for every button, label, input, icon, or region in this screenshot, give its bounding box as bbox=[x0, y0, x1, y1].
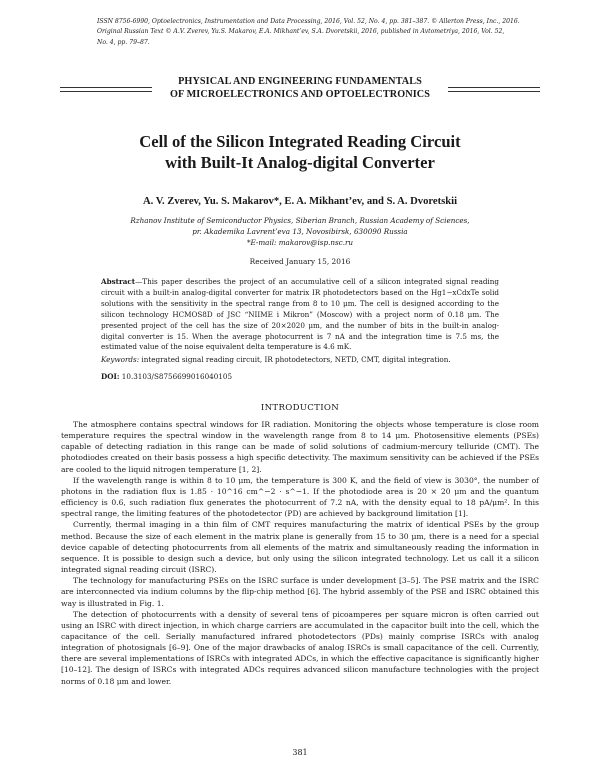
section-line: OF MICROELECTRONICS AND OPTOELECTRONICS bbox=[169, 89, 431, 100]
section-heading bbox=[60, 73, 540, 109]
section-title-introduction: INTRODUCTION bbox=[260, 403, 340, 413]
abstract-text: —This paper describes the project of an accumulative cell of a silicon integrated signal reading circuit with a built-in analog-digital converter for matrix IR photodetectors based on the Hg1−xCdxTe solid solutions with the sensitivity in the spectral range from 8 to 10 μm. The cell is designed according to the silicon technology HCMOS8D of JSC “NIIME i Mikron” (Moscow) with a project norm of 0.18 μm. The presented project of the cell has the size of 20×2020 μm, and the number of bits in the built-in analog-digital converter is 15. When the average photocurrent is 7 nA and the integration time is 7.5 ms, the estimated value of the noise equivalent delta temperature is 4.6 mK. bbox=[101, 277, 499, 352]
paragraph: If the wavelength range is within 8 to 10 μm, the temperature is 300 K, and the field of view is 3030°, the number of photons in the radiation flux is 1.85 · 10^16 cm^−2 · s^−1. If the photodiode area is 20 × 20 μm and the quantum efficiency is 0.6, such radiation flux generates the photocurrent of 7.2 nA, with the density equal to 18 pA/μm². In this spectral range, the limiting features of the photodetector (PD) are achieved by background limitation [1]. bbox=[61, 475, 539, 519]
abstract bbox=[101, 277, 499, 353]
body-text bbox=[61, 419, 539, 687]
paragraph: Currently, thermal imaging in a thin film of CMT requires manufacturing the matrix of identical PSEs by the group method. Because the size of each element in the matrix plane is generally from 15 to 30 μm, there is a need for a special device capable of detecting photocurrents from all elements of the matrix and simultaneously reading the information in sequence. It is possible to design such a device, but only using the silicon integrated technology. Let us call it a silicon integrated signal reading circuit (ISRC). bbox=[61, 520, 539, 575]
header-line: No. 4, pp. 79–87. bbox=[97, 38, 150, 46]
section-rule-right bbox=[448, 87, 540, 92]
keywords-text: integrated signal reading circuit, IR photodetectors, NETD, CMT, digital integration. bbox=[139, 355, 451, 364]
affiliation bbox=[60, 216, 540, 248]
keywords-label: Keywords: bbox=[101, 355, 140, 364]
doi bbox=[101, 372, 499, 381]
paper-title bbox=[70, 131, 530, 173]
paragraph: The technology for manufacturing PSEs on the ISRC surface is under development [3–5]. The PSE matrix and the ISRC are interconnected via indium columns by the flip-chip method [6]. The hybrid assembly of the PSE and ISRC obtained this way is illustrated in Fig. 1. bbox=[61, 576, 539, 608]
title-line: Cell of the Silicon Integrated Reading Circuit bbox=[139, 132, 461, 151]
page-number: 381 bbox=[292, 748, 308, 757]
doi-label: DOI: bbox=[101, 372, 120, 381]
section-rule-left bbox=[60, 87, 152, 92]
title-line: with Built-It Analog-digital Converter bbox=[165, 153, 435, 172]
journal-header bbox=[97, 17, 537, 48]
section-line: PHYSICAL AND ENGINEERING FUNDAMENTALS bbox=[178, 76, 422, 87]
paragraph: The atmosphere contains spectral windows for IR radiation. Monitoring the objects whose temperature is close room temperature requires the spectral window in the wavelength range from 8 to 14 μm. Photosensitive elements (PSEs) capable of detecting radiation in this range can be made of solid solutions of cadmium-mercury telluride (CMT). The photodiodes created on their basis possess a high specific detectivity. The maximum sensitivity can be achieved if the PSEs are cooled to the liquid nitrogen temperature [1, 2]. bbox=[61, 420, 539, 474]
authors: A. V. Zverev, Yu. S. Makarov*, E. A. Mikhant’ev, and S. A. Dvoretskii bbox=[142, 196, 458, 207]
paragraph: The detection of photocurrents with a density of several tens of picoamperes per square micron is often carried out using an ISRC with direct injection, in which charge carriers are accumulated in the capacitor built into the cell, which the capacitance of the cell. Serially manufactured infrared photodetectors (PDs) mainly comprise ISRCs with analog integration of photosignals [6–9]. One of the major drawbacks of analog ISRCs is small capacitance of the cell. Currently, there are several implementations of ISRCs with integrated ADCs, in which the effective capacitance is significantly higher [10–12]. The design of ISRCs with integrated ADCs requires advanced silicon manufacture technologies with the project norms of 0.18 μm and lower. bbox=[61, 609, 539, 686]
header-line: Original Russian Text © A.V. Zverev, Yu.S. Makarov, E.A. Mikhant’ev, S.A. Dvoretskii, 2016, published in Avtometriya, 2016, Vol. 52, bbox=[97, 28, 505, 36]
affiliation-line: Rzhanov Institute of Semiconductor Physics, Siberian Branch, Russian Academy of Sciences, bbox=[130, 216, 470, 225]
doi-value: 10.3103/S8756699016040105 bbox=[119, 372, 233, 381]
header-line: ISSN 8756-6990, Optoelectronics, Instrumentation and Data Processing, 2016, Vol. 52, No. 4, pp. 381–387. © Allerton Press, Inc., 2016. bbox=[97, 18, 520, 25]
affiliation-email: *E-mail: makarov@isp.nsc.ru bbox=[246, 237, 354, 247]
keywords bbox=[101, 355, 499, 366]
abstract-label: Abstract bbox=[101, 277, 136, 286]
affiliation-line: pr. Akademika Lavrent’eva 13, Novosibirsk, 630090 Russia bbox=[192, 226, 408, 236]
received-date: Received January 15, 2016 bbox=[249, 257, 351, 266]
